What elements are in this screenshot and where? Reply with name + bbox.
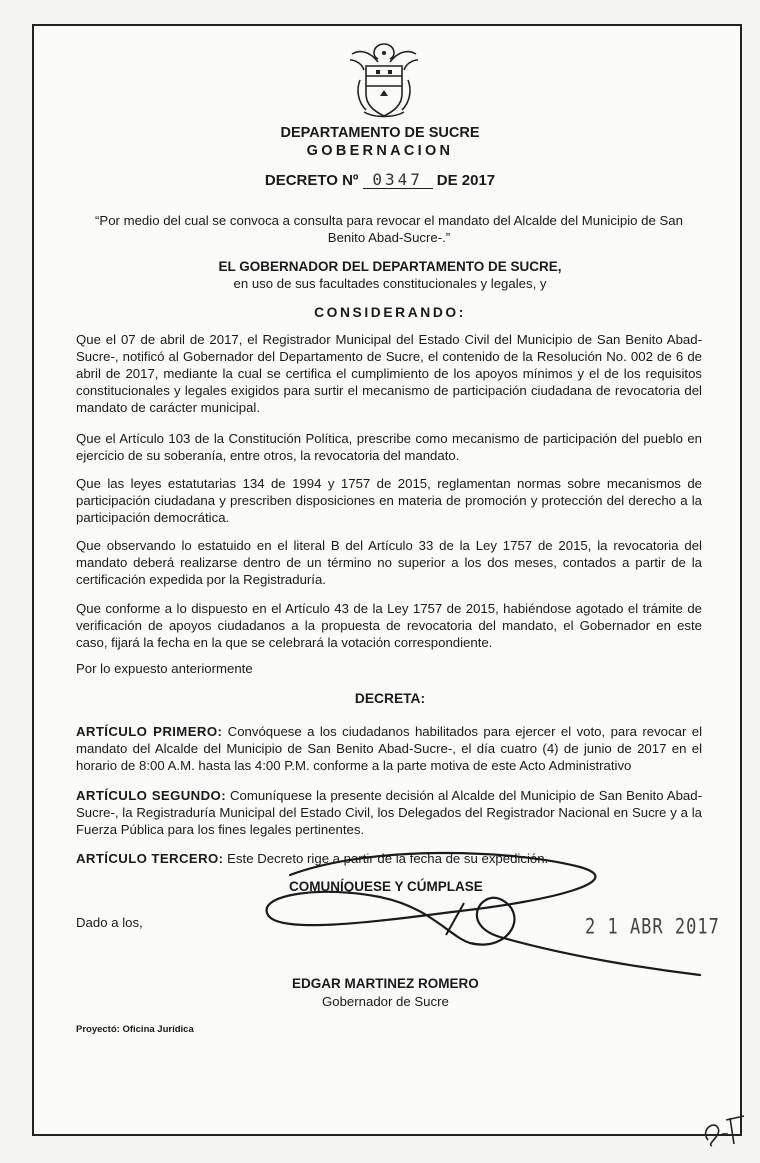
article-segundo: [76, 787, 702, 838]
decree-number: 0347: [363, 172, 433, 189]
considerando-paragraph: Que conforme a lo dispuesto en el Artículo 43 de la Ley 1757 de 2015, habiéndose agotado el trámite de verificación de apoyos ciudadanos a la propuesta de revocatoria del mandato, el Gobernador en este caso, fijará la fecha en la que se celebrará la votación correspondiente.: [76, 601, 702, 650]
article-label: ARTÍCULO TERCERO:: [76, 851, 224, 866]
article-label: ARTÍCULO PRIMERO:: [76, 724, 223, 739]
proyecto-note: Proyectó: Oficina Jurídica: [76, 1024, 194, 1035]
comuniquese-heading: COMUNÍQUESE Y CÚMPLASE: [289, 879, 483, 894]
considerando-paragraph: Que observando lo estatuido en el literal B del Artículo 33 de la Ley 1757 de 2015, la revocatoria del mandato deberá realizarse dentro de un término no superior a los dos meses, contados a partir de la certificación expedida por la Registraduría.: [76, 538, 702, 587]
article-text: Este Decreto rige a partir de la fecha de su expedición.: [227, 851, 549, 866]
initials-icon: [700, 1110, 750, 1150]
office-heading: GOBERNACION: [306, 143, 454, 159]
considerando-paragraph: Que el Artículo 103 de la Constitución Política, prescribe como mecanismo de participación del pueblo en ejercicio de su soberanía, entre otros, la revocatoria del mandato.: [76, 431, 702, 463]
decree-intro: “Por medio del cual se convoca a consulta para revocar el mandato del Alcalde del Municipio de San Benito Abad-Sucre-.”: [95, 213, 683, 245]
decree-prefix: DECRETO Nº: [264, 172, 359, 189]
dado-label: Dado a los,: [76, 915, 143, 930]
decreta-heading: DECRETA:: [354, 691, 426, 706]
article-primero: [76, 723, 702, 774]
decree-line: [0, 172, 760, 189]
considerando-paragraph: Que las leyes estatutarias 134 de 1994 y 1757 de 2015, reglamentan normas sobre mecanismos de participación ciudadana y prescriben disposiciones en materia de promoción y protección del derecho a la participación democrática.: [76, 476, 702, 525]
signer-role: Gobernador de Sucre: [322, 994, 449, 1009]
considerando-paragraph: Por lo expuesto anteriormente: [76, 661, 253, 676]
article-text: Comuníquese la presente decisión al Alcalde del Municipio de San Benito Abad-Sucre-, la Registraduría Municipal del Estado Civil, los Delegados del Registrador Nacional en Sucre y a la Fuerza Pública para los fines legales pertinentes.: [76, 788, 702, 837]
department-heading: DEPARTAMENTO DE SUCRE: [280, 125, 480, 141]
considerando-paragraph: Que el 07 de abril de 2017, el Registrador Municipal del Estado Civil del Municipio de San Benito Abad-Sucre-, notificó al Gobernador del Departamento de Sucre, el contenido de la Resolución No. 002 de 6 de abril de 2017, mediante la cual se certifica el cumplimiento de los apoyos mínimos y el de los requisitos constitucionales y legales exigidos para surtir el mecanismo de participación ciudadana de revocatoria del mandato de carácter municipal.: [76, 332, 702, 415]
decree-year: DE 2017: [436, 172, 496, 189]
signer-name: EDGAR MARTINEZ ROMERO: [292, 976, 479, 991]
governor-subtitle: en uso de sus facultades constitucionales y legales, y: [233, 276, 547, 291]
article-text: Convóquese a los ciudadanos habilitados para ejercer el voto, para revocar el mandato del Alcalde del Municipio de San Benito Abad-Sucre-, el día cuatro (4) de junio de 2017 en el horario de 8:00 A.M. hasta las 4:00 P.M. conforme a la parte motiva de este Acto Administrativo: [76, 724, 702, 773]
signature-icon: [250, 845, 710, 985]
governor-title: EL GOBERNADOR DEL DEPARTAMENTO DE SUCRE,: [218, 259, 562, 274]
coat-of-arms-icon: [346, 40, 422, 124]
article-label: ARTÍCULO SEGUNDO:: [76, 788, 226, 803]
considerando-heading: CONSIDERANDO:: [314, 305, 466, 320]
date-stamp: 2 1 ABR 2017: [585, 914, 720, 940]
